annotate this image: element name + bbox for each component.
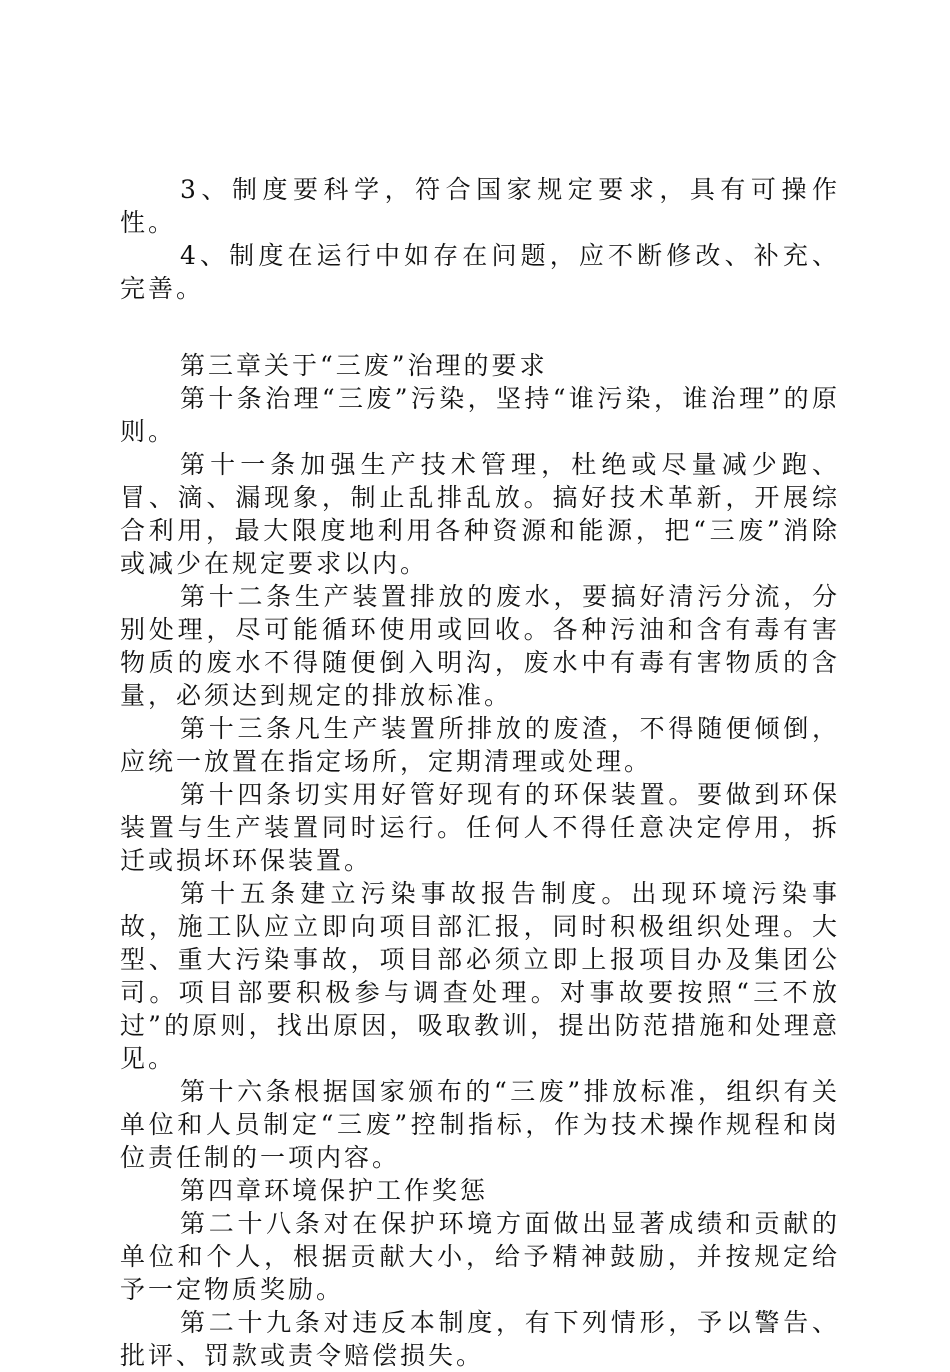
- article-paragraph: 第十六条根据国家颁布的“三废”排放标准，组织有关单位和人员制定“三废”控制指标，作为技术操作规程和岗位责任制的一项内容。: [120, 1077, 840, 1172]
- chapter-heading: 第三章关于“三废”治理的要求: [180, 351, 548, 380]
- section-spacer: [120, 305, 840, 349]
- article-paragraph: 第十一条加强生产技术管理，杜绝或尽量减少跑、冒、滴、漏现象，制止乱排乱放。搞好技术革新，开展综合利用，最大限度地利用各种资源和能源，把“三废”消除或减少在规定要求以内。: [120, 450, 840, 578]
- list-item: 3、制度要科学，符合国家规定要求，具有可操作性。: [120, 175, 840, 237]
- article-paragraph: 第十三条凡生产装置所排放的废渣，不得随便倾倒，应统一放置在指定场所，定期清理或处理。: [120, 714, 840, 776]
- article-paragraph: 第十五条建立污染事故报告制度。出现环境污染事故，施工队应立即向项目部汇报，同时积极组织处理。大型、重大污染事故，项目部必须立即上报项目办及集团公司。项目部要积极参与调查处理。对事故要按照“三不放过”的原则，找出原因，吸取教训，提出防范措施和处理意见。: [120, 879, 840, 1073]
- article-paragraph: 第十四条切实用好管好现有的环保装置。要做到环保装置与生产装置同时运行。任何人不得任意决定停用，拆迁或损坏环保装置。: [120, 780, 840, 875]
- article-paragraph: 第二十八条对在保护环境方面做出显著成绩和贡献的单位和个人，根据贡献大小，给予精神鼓励，并按规定给予一定物质奖励。: [120, 1209, 840, 1304]
- list-item: 4、制度在运行中如存在问题，应不断修改、补充、完善。: [120, 241, 840, 303]
- article-paragraph: 第十条治理“三废”污染，坚持“谁污染，谁治理”的原则。: [120, 384, 840, 446]
- article-paragraph: 第二十九条对违反本制度，有下列情形，予以警告、批评、罚款或责令赔偿损失。: [120, 1308, 840, 1370]
- article-paragraph: 第十二条生产装置排放的废水，要搞好清污分流，分别处理，尽可能循环使用或回收。各种污油和含有毒有害物质的废水不得随便倒入明沟，废水中有毒有害物质的含量，必须达到规定的排放标准。: [120, 582, 840, 710]
- chapter-heading: 第四章环境保护工作奖惩: [180, 1176, 489, 1205]
- document-body: [120, 173, 840, 1372]
